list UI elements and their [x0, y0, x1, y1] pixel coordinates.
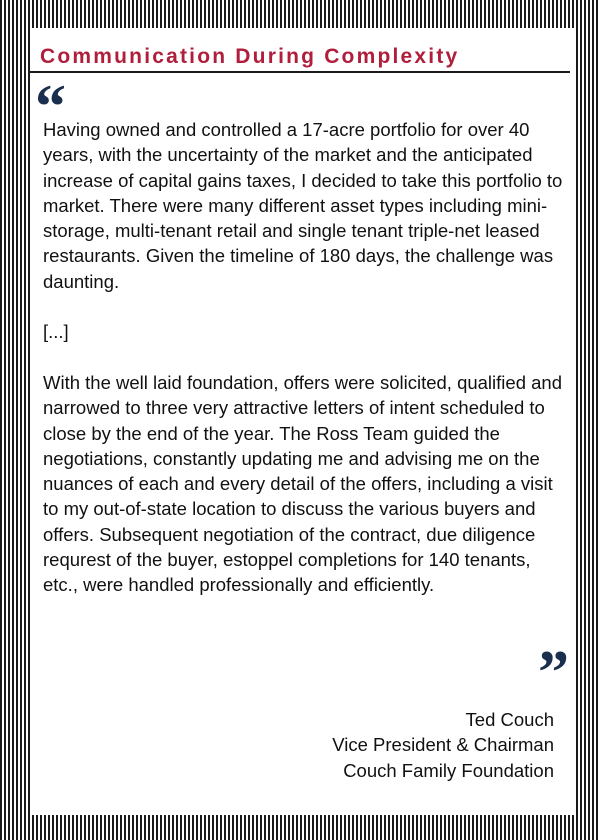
- testimonial-body: [43, 117, 563, 598]
- testimonial-paragraph-ellipsis: [...]: [43, 321, 69, 343]
- open-quote-icon: “: [35, 73, 66, 141]
- attribution-block: [332, 707, 554, 783]
- testimonial-card: [30, 28, 575, 815]
- attribution-organization: Couch Family Foundation: [343, 759, 554, 781]
- testimonial-paragraph-1: Having owned and controlled a 17-acre portfolio for over 40 years, with the uncertainty of the market and the anticipated increase of capital gains taxes, I decided to take this portfolio to market. There were many different asset types including mini-storage, multi-tenant retail and single tenant triple-net leased restaurants. Given the timeline of 180 days, the challenge was daunting.: [43, 119, 563, 292]
- title-underline-divider: [30, 71, 570, 73]
- testimonial-paragraph-2: With the well laid foundation, offers were solicited, qualified and narrowed to three very attractive letters of intent scheduled to close by the end of the year. The Ross Team guided the negotiations, constantly updating me and advising me on the nuances of each and every detail of the offers, including a visit to my out-of-state location to discuss the various buyers and offers. Subsequent negotiation of the contract, due diligence requrest of the buyer, estoppel completions for 140 tenants, etc., were handled professionally and efficiently.: [43, 371, 562, 596]
- testimonial-title: Communication During Complexity: [40, 45, 460, 68]
- attribution-name: Ted Couch: [465, 709, 554, 730]
- close-quote-icon: ”: [538, 639, 569, 707]
- attribution-role: Vice President & Chairman: [332, 734, 554, 756]
